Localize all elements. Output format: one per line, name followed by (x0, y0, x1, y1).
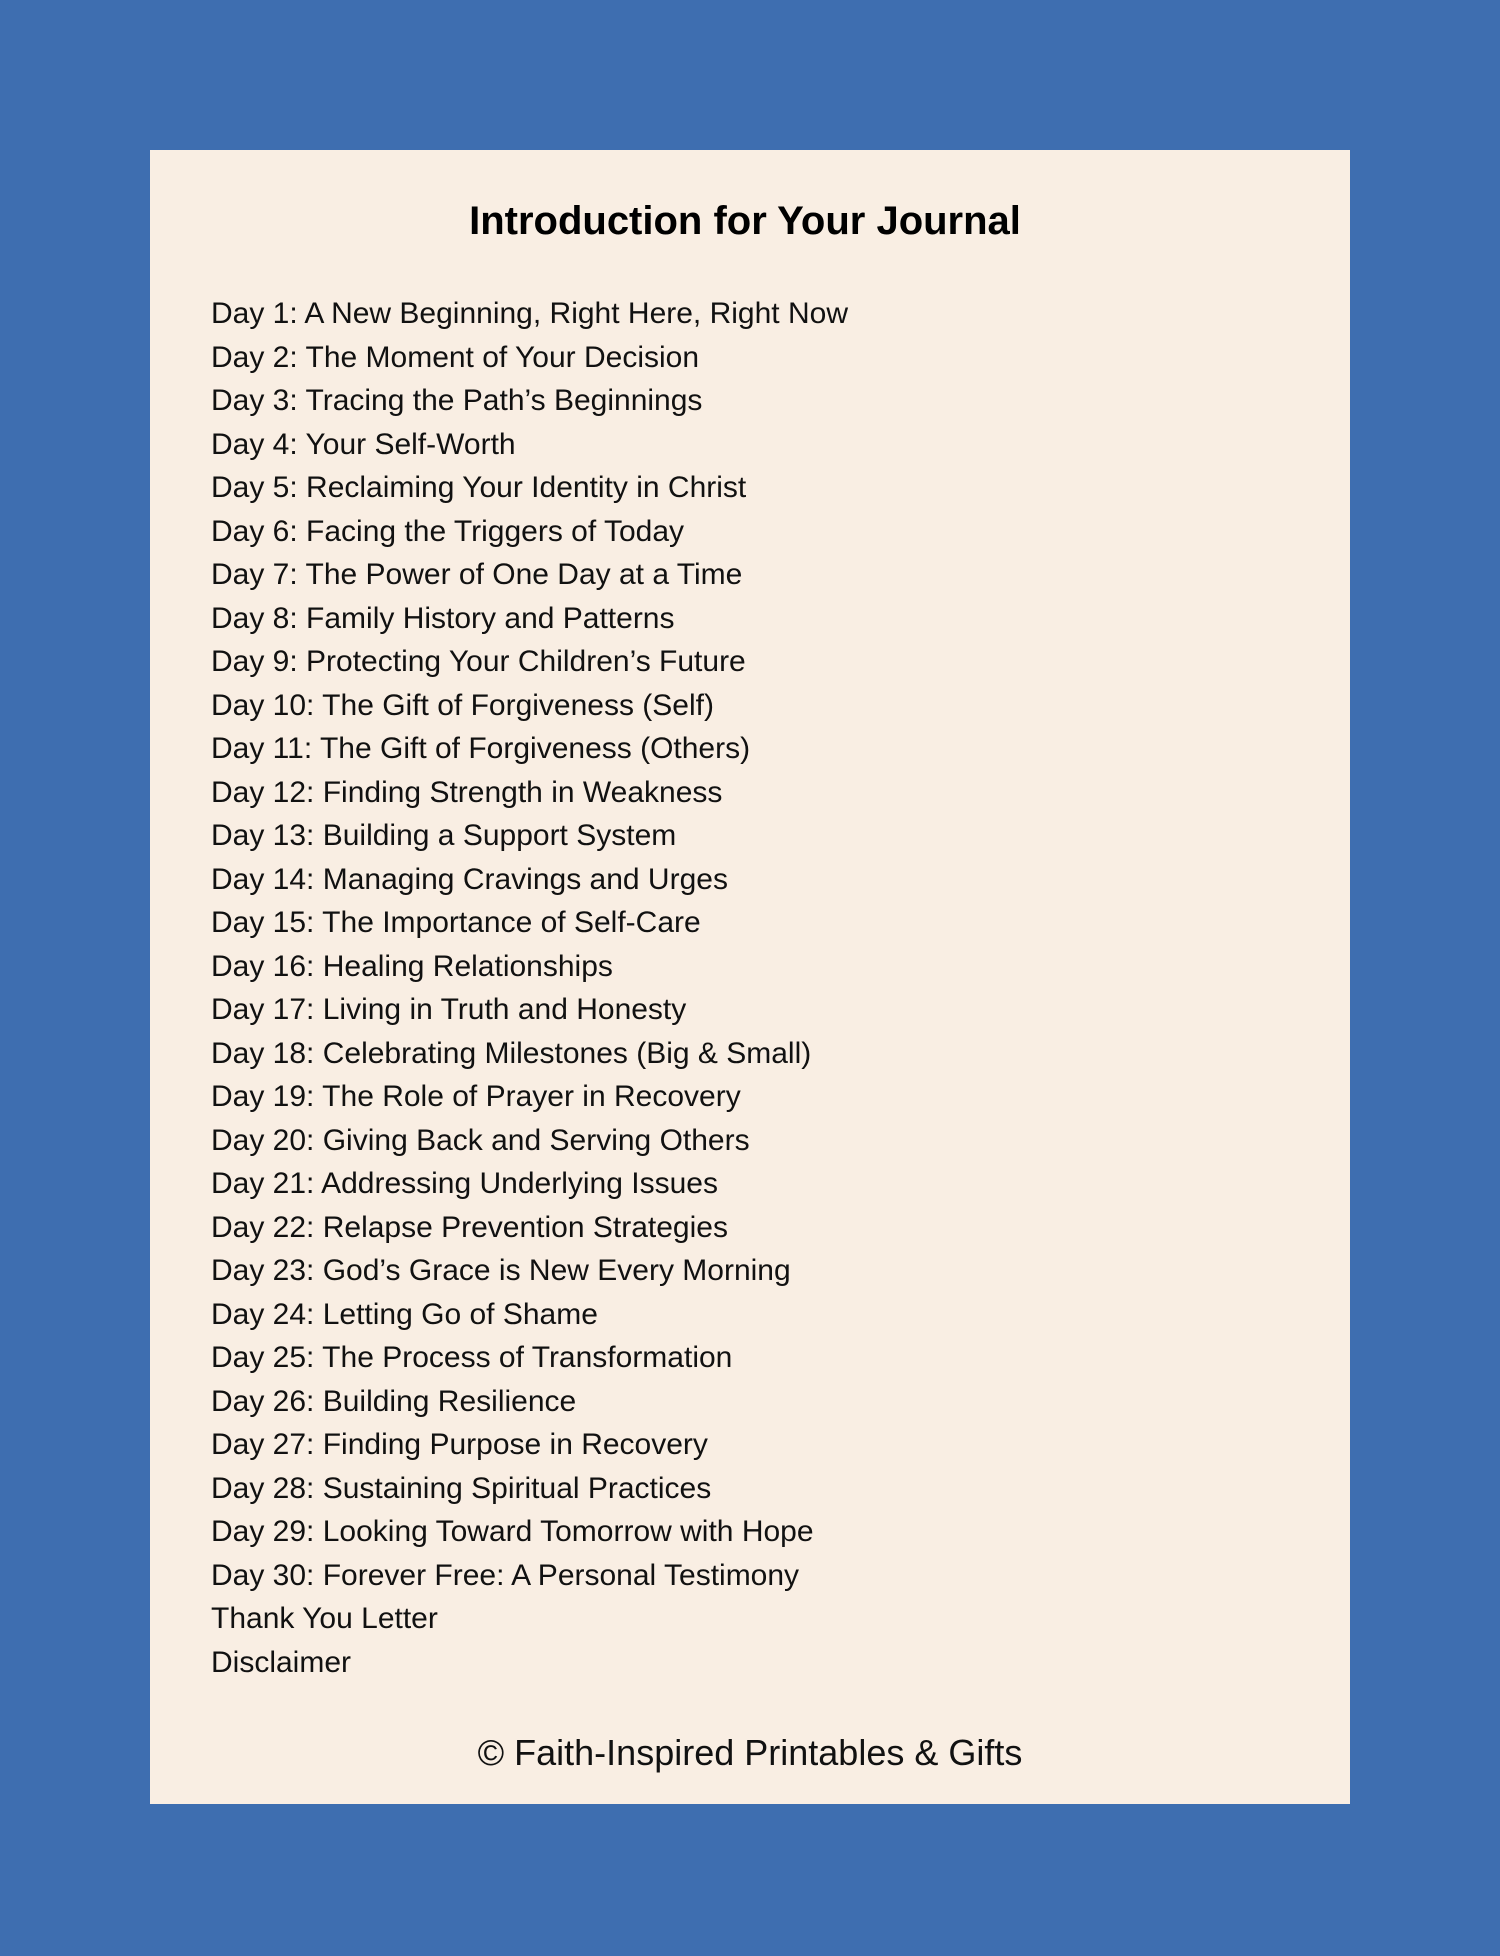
toc-item: Day 20: Giving Back and Serving Others (211, 1123, 750, 1157)
toc-item: Day 19: The Role of Prayer in Recovery (211, 1080, 741, 1113)
toc-item: Day 14: Managing Cravings and Urges (211, 862, 728, 896)
journal-page (150, 150, 1350, 1804)
toc-item: Day 9: Protecting Your Children’s Future (211, 645, 746, 678)
table-of-contents (211, 292, 848, 1684)
toc-item: Day 27: Finding Purpose in Recovery (211, 1428, 708, 1461)
toc-item: Day 12: Finding Strength in Weakness (211, 775, 723, 809)
toc-item: Day 13: Building a Support System (211, 819, 677, 852)
toc-item: Day 21: Addressing Underlying Issues (211, 1167, 718, 1200)
toc-item: Day 17: Living in Truth and Honesty (211, 993, 687, 1026)
toc-item: Day 22: Relapse Prevention Strategies (211, 1210, 728, 1244)
toc-item: Day 25: The Process of Transformation (211, 1341, 733, 1374)
toc-item: Day 4: Your Self-Worth (211, 427, 516, 461)
toc-item: Day 2: The Moment of Your Decision (211, 340, 700, 374)
toc-item: Day 1: A New Beginning, Right Here, Right Now (211, 297, 848, 330)
toc-item: Day 3: Tracing the Path’s Beginnings (211, 384, 703, 417)
toc-item: Day 30: Forever Free: A Personal Testimony (211, 1558, 800, 1592)
toc-item: Day 29: Looking Toward Tomorrow with Hope (211, 1515, 814, 1548)
toc-item: Day 24: Letting Go of Shame (211, 1297, 598, 1331)
toc-item: Day 18: Celebrating Milestones (Big & Small) (211, 1036, 812, 1070)
toc-item: Day 8: Family History and Patterns (211, 601, 675, 635)
page-title: Introduction for Your Journal (469, 199, 1021, 243)
toc-item: Thank You Letter (211, 1602, 438, 1635)
toc-item: Day 28: Sustaining Spiritual Practices (211, 1471, 712, 1505)
toc-item: Day 6: Facing the Triggers of Today (211, 514, 685, 548)
toc-item: Disclaimer (211, 1645, 352, 1679)
toc-item: Day 10: The Gift of Forgiveness (Self) (211, 688, 714, 722)
toc-item: Day 23: God’s Grace is New Every Morning (211, 1254, 791, 1287)
toc-item: Day 7: The Power of One Day at a Time (211, 558, 743, 591)
toc-item: Day 16: Healing Relationships (211, 949, 613, 983)
toc-item: Day 15: The Importance of Self-Care (211, 906, 701, 939)
toc-item: Day 11: The Gift of Forgiveness (Others) (211, 732, 751, 765)
copyright-footer: © Faith-Inspired Printables & Gifts (477, 1732, 1023, 1773)
toc-item: Day 5: Reclaiming Your Identity in Christ (211, 471, 747, 504)
toc-item: Day 26: Building Resilience (211, 1384, 577, 1418)
